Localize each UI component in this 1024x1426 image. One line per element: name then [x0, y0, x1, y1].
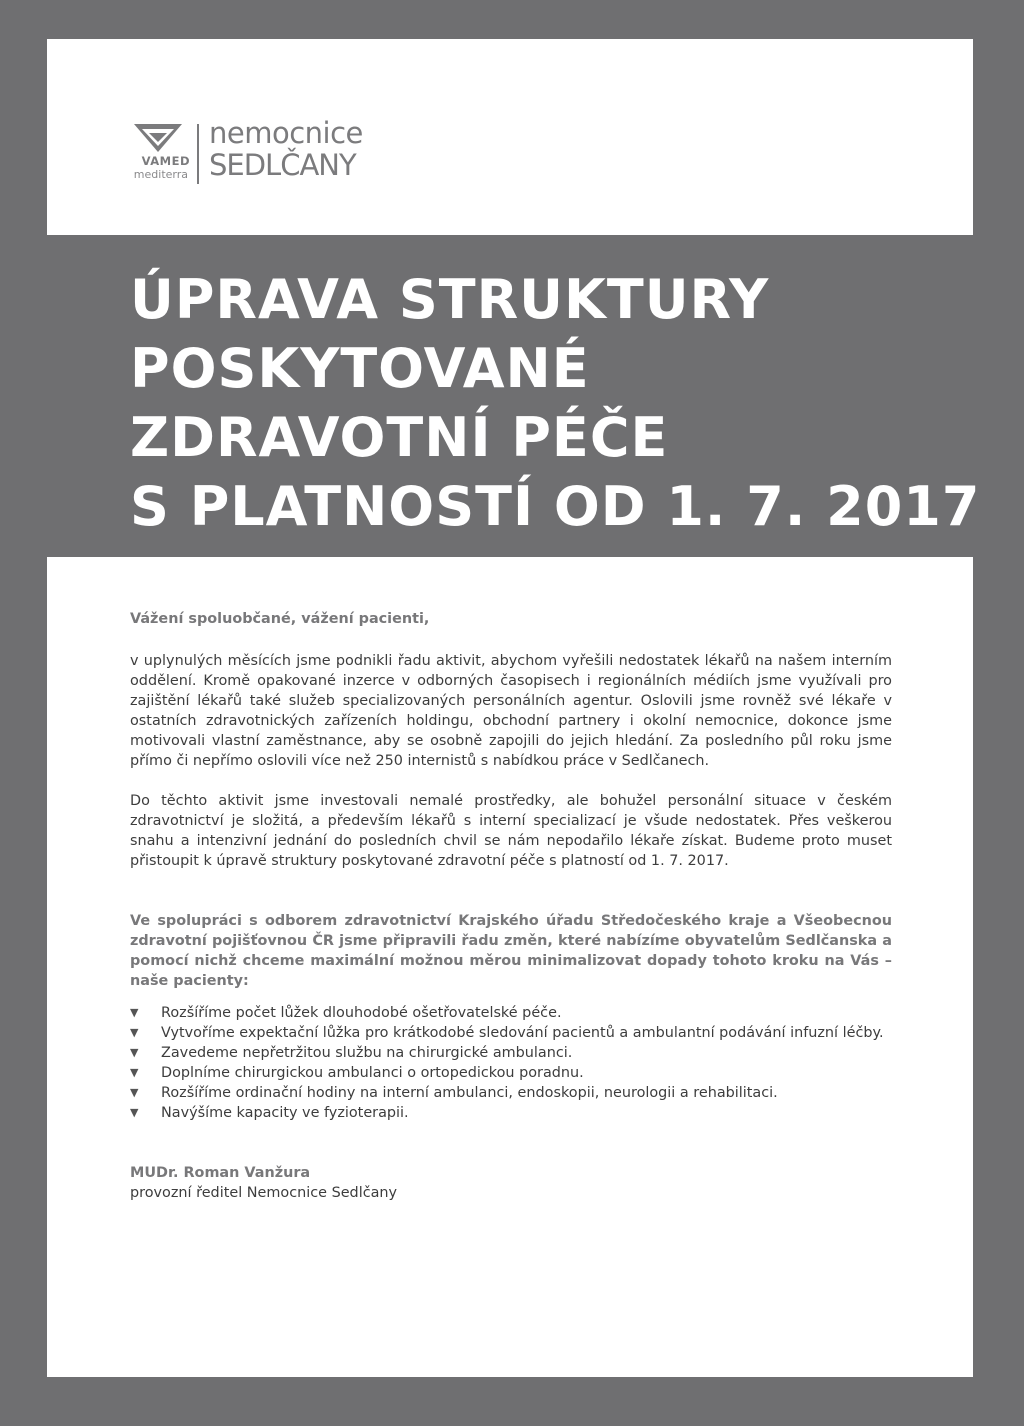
hospital-name: nemocnice — [209, 116, 363, 150]
greeting: Vážení spoluobčané, vážení pacienti, — [130, 611, 430, 627]
list-item-text: Rozšíříme ordinační hodiny na interní ambulanci, endoskopii, neurologii a rehabilitaci. — [161, 1085, 778, 1101]
list-item — [130, 1023, 892, 1043]
list-item-text: Rozšíříme počet lůžek dlouhodobé ošetřovatelské péče. — [161, 1005, 562, 1021]
triangle-down-icon: ▼ — [130, 1026, 139, 1039]
vamed-brand: VAMED — [141, 154, 190, 168]
vamed-triangle-icon — [132, 122, 184, 154]
list-item-text: Navýšíme kapacity ve fyzioterapii. — [161, 1105, 409, 1121]
list-item — [130, 1083, 892, 1103]
list-item-text: Doplníme chirurgickou ambulanci o ortopedickou poradnu. — [161, 1065, 584, 1081]
list-item-text: Vytvoříme expektační lůžka pro krátkodobé sledování pacientů a ambulantní podávání infuzní léčby. — [161, 1025, 884, 1041]
signatory-name: MUDr. Roman Vanžura — [130, 1165, 311, 1181]
headline-line: S PLATNOSTÍ OD 1. 7. 2017 — [130, 475, 981, 538]
triangle-down-icon: ▼ — [130, 1006, 139, 1019]
signature-block — [130, 1163, 892, 1203]
logo-divider — [197, 124, 199, 184]
list-item — [130, 1003, 892, 1023]
list-item-text: Zavedeme nepřetržitou službu na chirurgické ambulanci. — [161, 1045, 573, 1061]
headline-line: ZDRAVOTNÍ PÉČE — [130, 406, 669, 469]
paragraph: v uplynulých měsících jsme podnikli řadu aktivit, abychom vyřešili nedostatek lékařů na našem interním oddělení. Kromě opakované inzerce v odborných časopisech i regionálních médiích jsme využívali pro zajištění lékařů také služeb specializovaných personálních agentur. Oslovili jsme rovněž své lékaře v ostatních zdravotnických zařízeních holdingu, obchodní partnery i okolní nemocnice, dokonce jsme motivovali vlastní zaměstnance, aby se osobně zapojili do jejich hledání. Za posledního půl roku jsme přímo či nepřímo oslovili více než 250 internistů s nabídkou práce v Sedlčanech. — [130, 653, 892, 769]
list-item — [130, 1063, 892, 1083]
letter-body — [130, 609, 892, 1203]
list-item — [130, 1103, 892, 1123]
measures-list — [130, 1003, 892, 1123]
headline-line: ÚPRAVA STRUKTURY — [130, 268, 770, 331]
triangle-down-icon: ▼ — [130, 1066, 139, 1079]
list-item — [130, 1043, 892, 1063]
triangle-down-icon: ▼ — [130, 1086, 139, 1099]
headline-line: POSKYTOVANÉ — [130, 337, 590, 400]
paragraph: Do těchto aktivit jsme investovali nemalé prostředky, ale bohužel personální situace v českém zdravotnictví je složitá, a především lékařů s interní specializací je všude nedostatek. Přes veškerou snahu a intenzivní jednání do posledních chvil se nám nepodařilo lékaře získat. Budeme proto muset přistoupit k úpravě struktury poskytované zdravotní péče s platností od 1. 7. 2017. — [130, 793, 892, 869]
cooperation-statement: Ve spolupráci s odborem zdravotnictví Krajského úřadu Středočeského kraje a Všeobecnou zdravotní pojišťovnou ČR jsme připravili řadu změn, které nabízíme obyvatelům Sedlčanska a pomocí nichž chceme maximální možnou měrou minimalizovat dopady tohoto kroku na Vás – naše pacienty: — [130, 913, 892, 989]
triangle-down-icon: ▼ — [130, 1046, 139, 1059]
signatory-role: provozní ředitel Nemocnice Sedlčany — [130, 1185, 398, 1201]
page-headline — [130, 265, 980, 541]
hospital-city: SEDLČANY — [209, 148, 356, 182]
hospital-logo — [132, 118, 412, 190]
mediterra-brand: mediterra — [133, 168, 188, 181]
triangle-down-icon: ▼ — [130, 1106, 139, 1119]
